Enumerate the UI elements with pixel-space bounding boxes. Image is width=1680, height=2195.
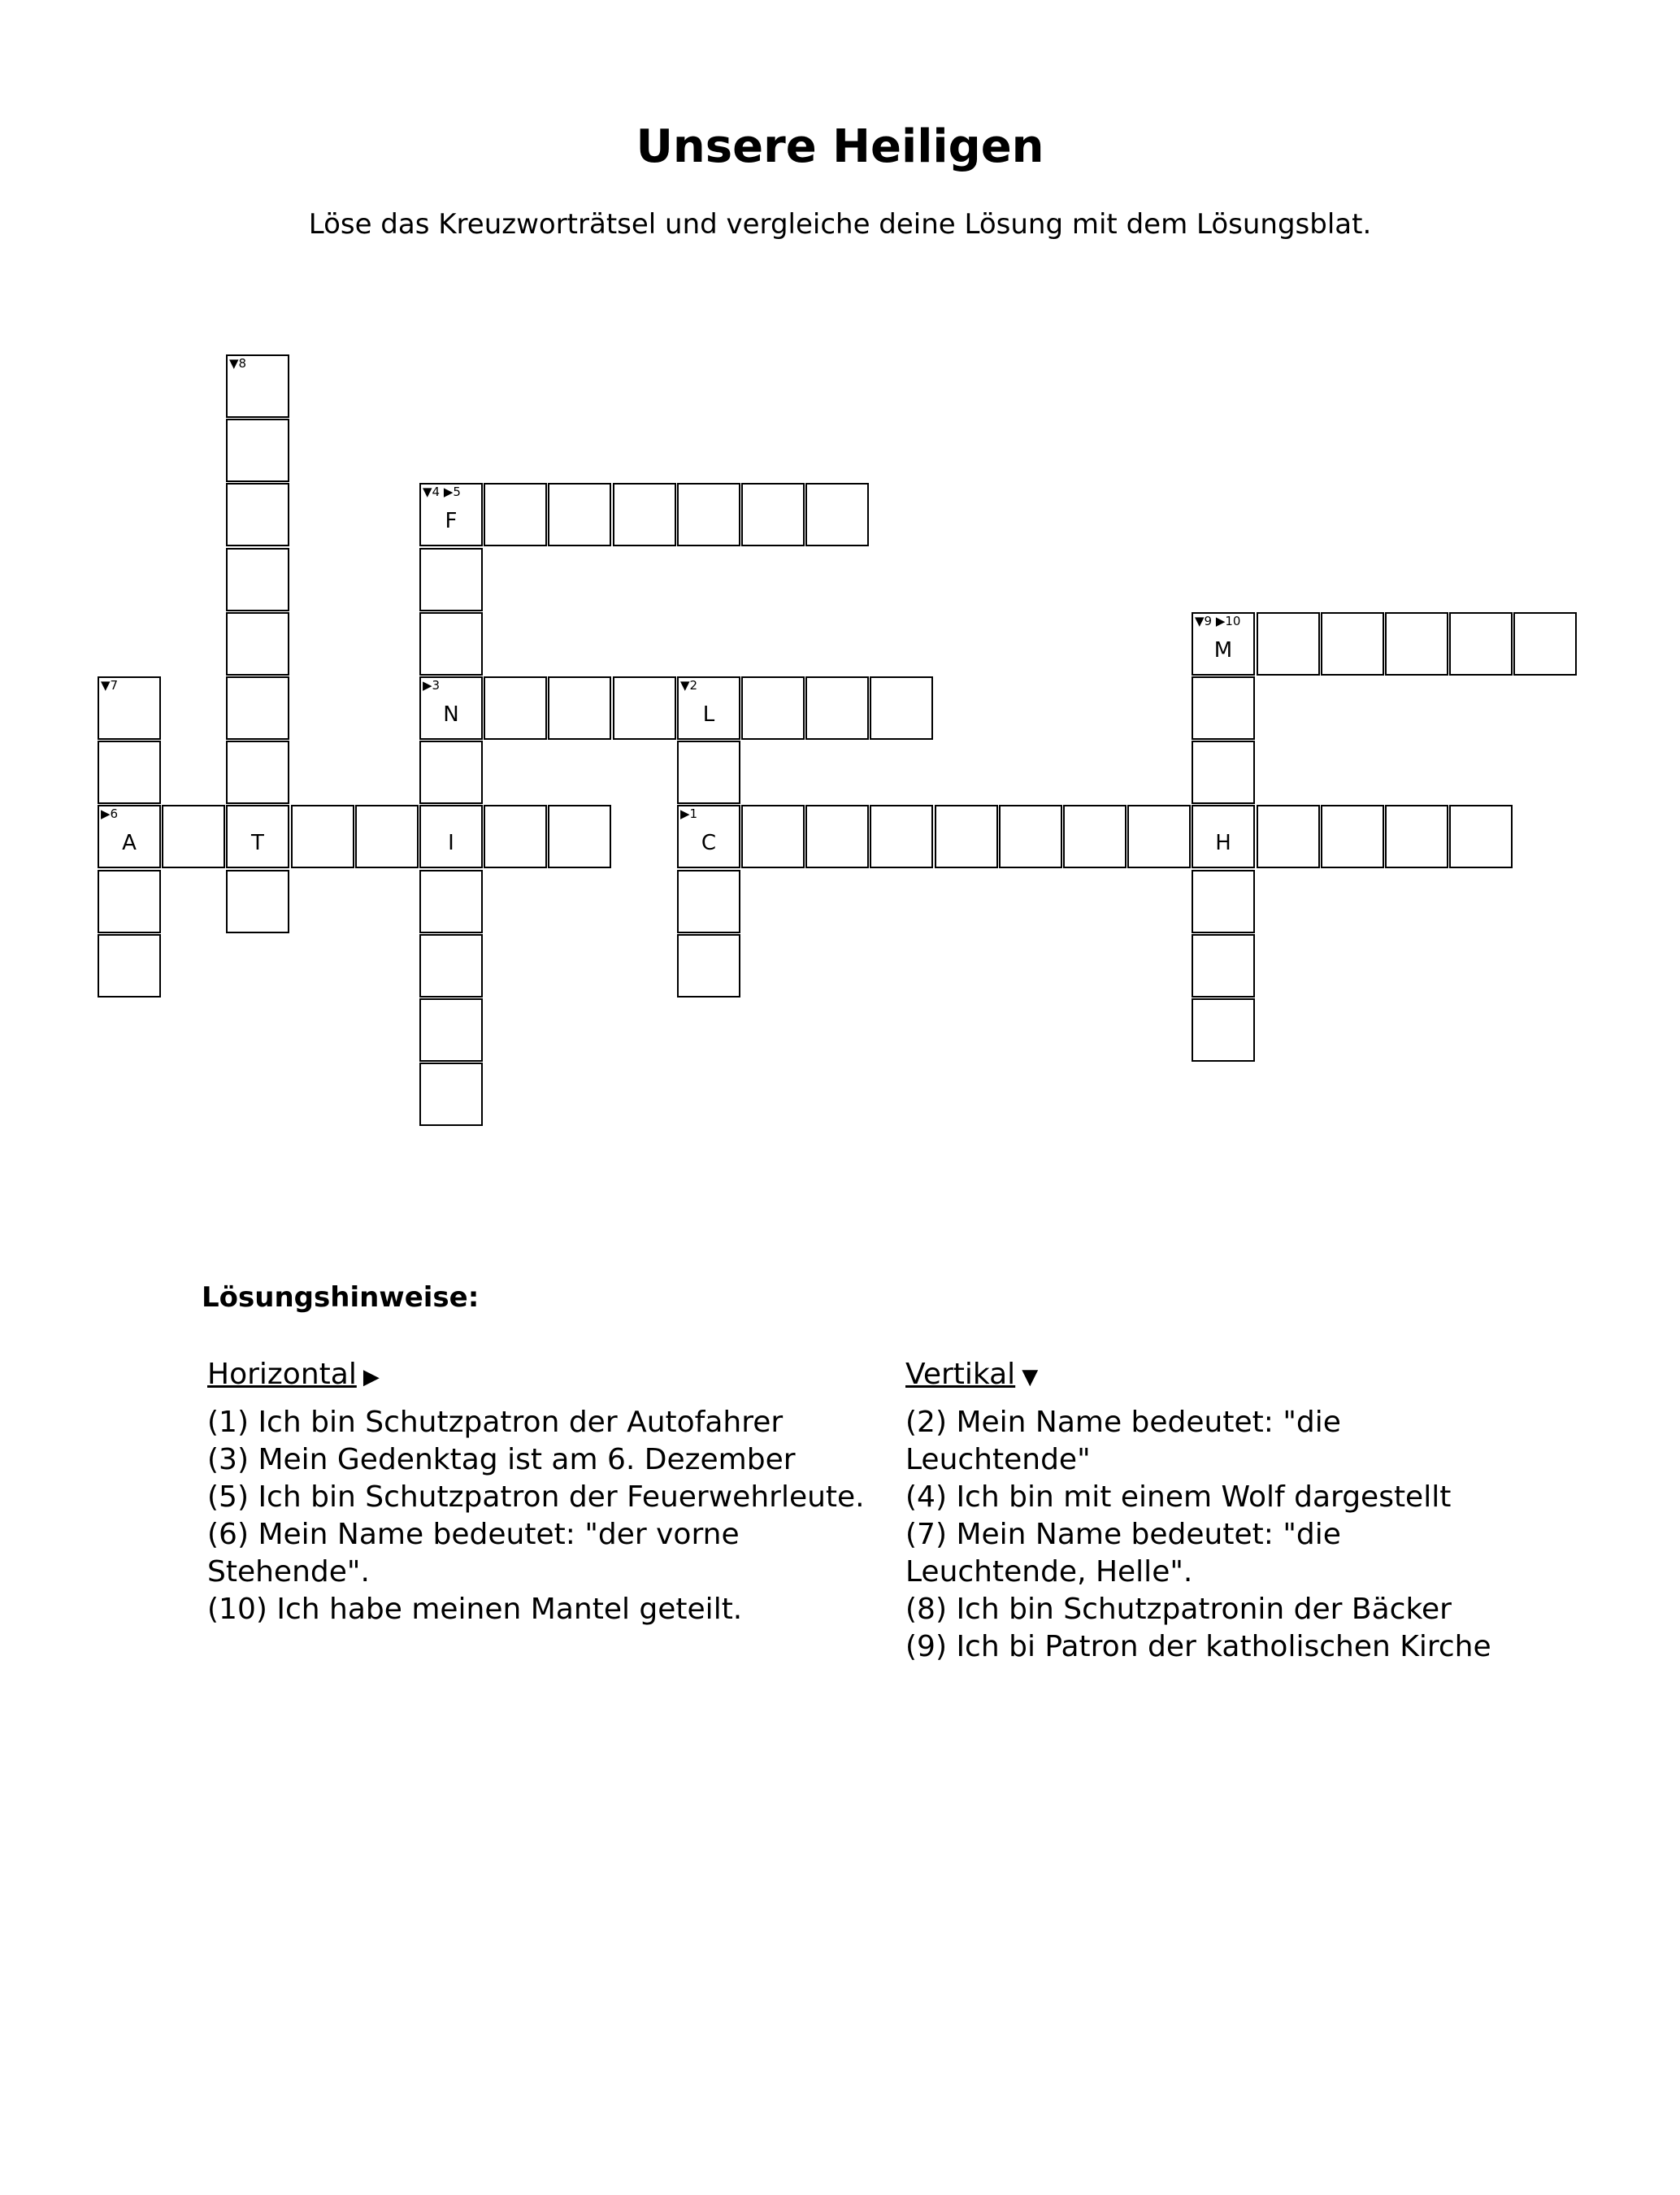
clue-item: (1) Ich bin Schutzpatron der Autofahrer: [207, 1406, 784, 1439]
crossword-cell[interactable]: [419, 548, 483, 611]
page-title: Unsere Heiligen: [636, 120, 1044, 173]
hints-heading: Lösungshinweise:: [202, 1281, 480, 1314]
crossword-cell[interactable]: [870, 676, 933, 740]
crossword-cell[interactable]: [419, 998, 483, 1062]
crossword-cell[interactable]: [805, 676, 869, 740]
crossword-cell[interactable]: [355, 805, 419, 868]
given-letter: N: [443, 702, 459, 727]
crossword-cell[interactable]: [484, 483, 547, 546]
clue-number: ▶1: [680, 806, 698, 821]
crossword-cell[interactable]: [291, 805, 354, 868]
crossword-cell[interactable]: [419, 870, 483, 933]
crossword-cell[interactable]: [935, 805, 998, 868]
crossword-cell[interactable]: [677, 676, 740, 740]
clue-item: (10) Ich habe meinen Mantel geteilt.: [207, 1593, 743, 1626]
clue-item: (4) Ich bin mit einem Wolf dargestellt: [905, 1480, 1452, 1514]
crossword-cell[interactable]: [226, 354, 289, 418]
crossword-cell[interactable]: [1449, 612, 1513, 676]
crossword-cell[interactable]: [484, 805, 547, 868]
crossword-cell[interactable]: [548, 483, 611, 546]
instructions: Löse das Kreuzworträtsel und vergleiche deine Lösung mit dem Lösungsblat.: [308, 208, 1372, 241]
crossword-cell[interactable]: [1385, 612, 1448, 676]
clue-item: (2) Mein Name bedeutet: "die Leuchtende": [905, 1406, 1341, 1476]
crossword-cell[interactable]: [805, 483, 869, 546]
crossword-cell[interactable]: [677, 741, 740, 804]
clue-number: ▼4 ▶5: [423, 485, 461, 499]
clue-item: (7) Mein Name bedeutet: "die Leuchtende, Helle".: [905, 1518, 1341, 1589]
vertical-label: Vertikal: [905, 1358, 1016, 1391]
clue-number: ▼9 ▶10: [1195, 614, 1241, 628]
crossword-cell[interactable]: [1257, 612, 1320, 676]
crossword-cell[interactable]: [1192, 870, 1255, 933]
clue-number: ▶3: [423, 678, 441, 693]
crossword-cell[interactable]: [1513, 612, 1577, 676]
given-letter: F: [445, 509, 458, 533]
crossword-cell[interactable]: [870, 805, 933, 868]
given-letter: L: [702, 702, 715, 727]
crossword-cell[interactable]: [1321, 805, 1384, 868]
crossword-cell[interactable]: [226, 612, 289, 676]
crossword-cell[interactable]: [162, 805, 225, 868]
crossword-cell[interactable]: [419, 483, 483, 546]
crossword-cell[interactable]: [613, 483, 676, 546]
crossword-cell[interactable]: [1449, 805, 1513, 868]
crossword-cell[interactable]: [741, 676, 805, 740]
crossword-cell[interactable]: [484, 676, 547, 740]
crossword-cell[interactable]: [677, 870, 740, 933]
crossword-cell[interactable]: [1192, 934, 1255, 998]
crossword-cell[interactable]: [677, 805, 740, 868]
crossword-cell[interactable]: [1192, 612, 1255, 676]
crossword-cell[interactable]: [548, 805, 611, 868]
crossword-cell[interactable]: [226, 483, 289, 546]
clue-item: (3) Mein Gedenktag ist am 6. Dezember: [207, 1443, 796, 1476]
clue-number: ▼7: [101, 678, 119, 693]
given-letter: C: [701, 831, 717, 855]
given-letter: I: [448, 831, 454, 855]
clue-item: (8) Ich bin Schutzpatronin der Bäcker: [905, 1593, 1452, 1626]
crossword-cell[interactable]: [226, 676, 289, 740]
crossword-cell[interactable]: [1063, 805, 1127, 868]
crossword-cell[interactable]: [741, 483, 805, 546]
horizontal-clues: [207, 1356, 890, 1628]
clue-number: ▼8: [229, 356, 247, 371]
crossword-cell[interactable]: [677, 483, 740, 546]
crossword-cell[interactable]: [1127, 805, 1191, 868]
crossword-cell[interactable]: [1192, 998, 1255, 1062]
crossword-cell[interactable]: [1192, 805, 1255, 868]
crossword-cell[interactable]: [419, 612, 483, 676]
crossword-cell[interactable]: [226, 870, 289, 933]
crossword-cell[interactable]: [1385, 805, 1448, 868]
clue-number: ▶6: [101, 806, 119, 821]
clue-number: ▼2: [680, 678, 698, 693]
given-letter: H: [1215, 831, 1231, 855]
crossword-cell[interactable]: [98, 676, 161, 740]
crossword-cell[interactable]: [741, 805, 805, 868]
given-letter: T: [251, 831, 264, 855]
crossword-cell[interactable]: [226, 419, 289, 482]
crossword-cell[interactable]: [805, 805, 869, 868]
crossword-cell[interactable]: [98, 741, 161, 804]
crossword-cell[interactable]: [419, 805, 483, 868]
clue-item: (6) Mein Name bedeutet: "der vorne Stehende".: [207, 1518, 740, 1589]
crossword-cell[interactable]: [226, 548, 289, 611]
crossword-cell[interactable]: [613, 676, 676, 740]
given-letter: M: [1213, 638, 1233, 663]
crossword-cell[interactable]: [419, 934, 483, 998]
horizontal-header: [207, 1356, 890, 1396]
crossword-cell[interactable]: [226, 741, 289, 804]
crossword-cell[interactable]: [419, 1063, 483, 1126]
given-letter: A: [122, 831, 137, 855]
crossword-cell[interactable]: [98, 805, 161, 868]
crossword-cell[interactable]: [1321, 612, 1384, 676]
crossword-cell[interactable]: [677, 934, 740, 998]
crossword-cell[interactable]: [548, 676, 611, 740]
crossword-cell[interactable]: [1192, 676, 1255, 740]
crossword-cell[interactable]: [98, 870, 161, 933]
crossword-cell[interactable]: [419, 676, 483, 740]
crossword-cell[interactable]: [999, 805, 1062, 868]
clue-item: (5) Ich bin Schutzpatron der Feuerwehrleute.: [207, 1480, 865, 1514]
crossword-cell[interactable]: [1192, 741, 1255, 804]
crossword-cell[interactable]: [419, 741, 483, 804]
horizontal-label: Horizontal: [207, 1358, 357, 1391]
crossword-cell[interactable]: [1257, 805, 1320, 868]
vertical-clues: [905, 1356, 1523, 1666]
vertical-header: [905, 1356, 1523, 1396]
crossword-cell[interactable]: [98, 934, 161, 998]
clue-item: (9) Ich bi Patron der katholischen Kirche: [905, 1630, 1491, 1663]
right-arrow-icon: ▶: [362, 1365, 380, 1389]
down-arrow-icon: ▼: [1022, 1365, 1039, 1389]
crossword-cell[interactable]: [226, 805, 289, 868]
